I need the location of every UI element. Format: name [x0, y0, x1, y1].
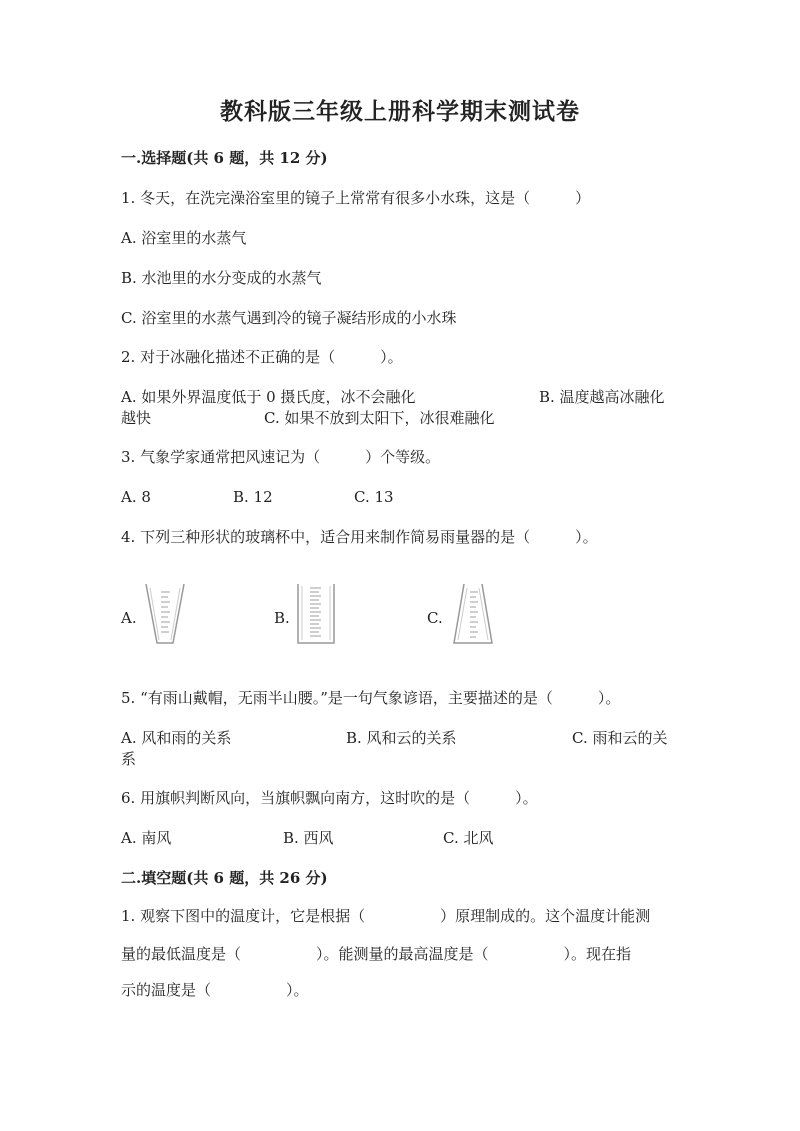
- question-5-option-b: B. 风和云的关系: [346, 729, 457, 747]
- question-5-option-a: A. 风和雨的关系: [121, 729, 232, 747]
- question-4-stem: 4. 下列三种形状的玻璃杯中，适合用来制作简易雨量器的是（ ）。: [121, 528, 598, 546]
- question-6-option-c: C. 北风: [443, 829, 494, 847]
- question-2-option-a: A. 如果外界温度低于 0 摄氏度，冰不会融化: [121, 388, 416, 406]
- question-6-option-a: A. 南风: [121, 829, 172, 847]
- cup-narrow-top-icon: [448, 580, 498, 646]
- question-4-option-b-label: B.: [274, 609, 290, 627]
- question-4-option-c-label: C.: [427, 609, 443, 627]
- section-heading-choice: 一.选择题(共 6 题，共 12 分): [121, 149, 328, 167]
- question-3-stem: 3. 气象学家通常把风速记为（ ）个等级。: [121, 448, 441, 466]
- fill-question-1-line-1: 1. 观察下图中的温度计，它是根据（ ）原理制成的。这个温度计能测: [121, 907, 651, 925]
- question-1-option-a: A. 浴室里的水蒸气: [121, 229, 247, 247]
- cup-straight-icon: [293, 580, 339, 646]
- question-1-stem: 1. 冬天，在洗完澡浴室里的镜子上常常有很多小水珠，这是（ ）: [121, 189, 591, 207]
- question-3-option-b: B. 12: [233, 488, 273, 506]
- question-3-option-a: A. 8: [121, 488, 151, 506]
- fill-question-1-line-3: 示的温度是（ ）。: [121, 981, 309, 999]
- question-5-option-c-part1: C. 雨和云的关: [572, 729, 668, 747]
- question-6-stem: 6. 用旗帜判断风向，当旗帜飘向南方，这时吹的是（ ）。: [121, 789, 538, 807]
- question-2-option-b-part2: 越快: [121, 409, 152, 427]
- question-1-option-c: C. 浴室里的水蒸气遇到冷的镜子凝结形成的小水珠: [121, 309, 457, 327]
- cup-wide-top-icon: [140, 580, 190, 646]
- question-2-option-c: C. 如果不放到太阳下，冰很难融化: [264, 409, 495, 427]
- question-2-option-b-part1: B. 温度越高冰融化: [539, 388, 665, 406]
- page-title: 教科版三年级上册科学期末测试卷: [220, 98, 580, 125]
- fill-question-1-line-2: 量的最低温度是（ ）。能测量的最高温度是（ ）。现在指: [121, 945, 632, 963]
- question-2-stem: 2. 对于冰融化描述不正确的是（ ）。: [121, 348, 403, 366]
- question-3-option-c: C. 13: [354, 488, 394, 506]
- question-6-option-b: B. 西风: [283, 829, 334, 847]
- question-1-option-b: B. 水池里的水分变成的水蒸气: [121, 269, 322, 287]
- section-heading-fill-in: 二.填空题(共 6 题，共 26 分): [121, 869, 328, 887]
- question-5-option-c-part2: 系: [121, 750, 137, 768]
- question-4-option-a-label: A.: [121, 609, 137, 627]
- question-5-stem: 5. “有雨山戴帽，无雨半山腰。”是一句气象谚语，主要描述的是（ ）。: [121, 689, 621, 707]
